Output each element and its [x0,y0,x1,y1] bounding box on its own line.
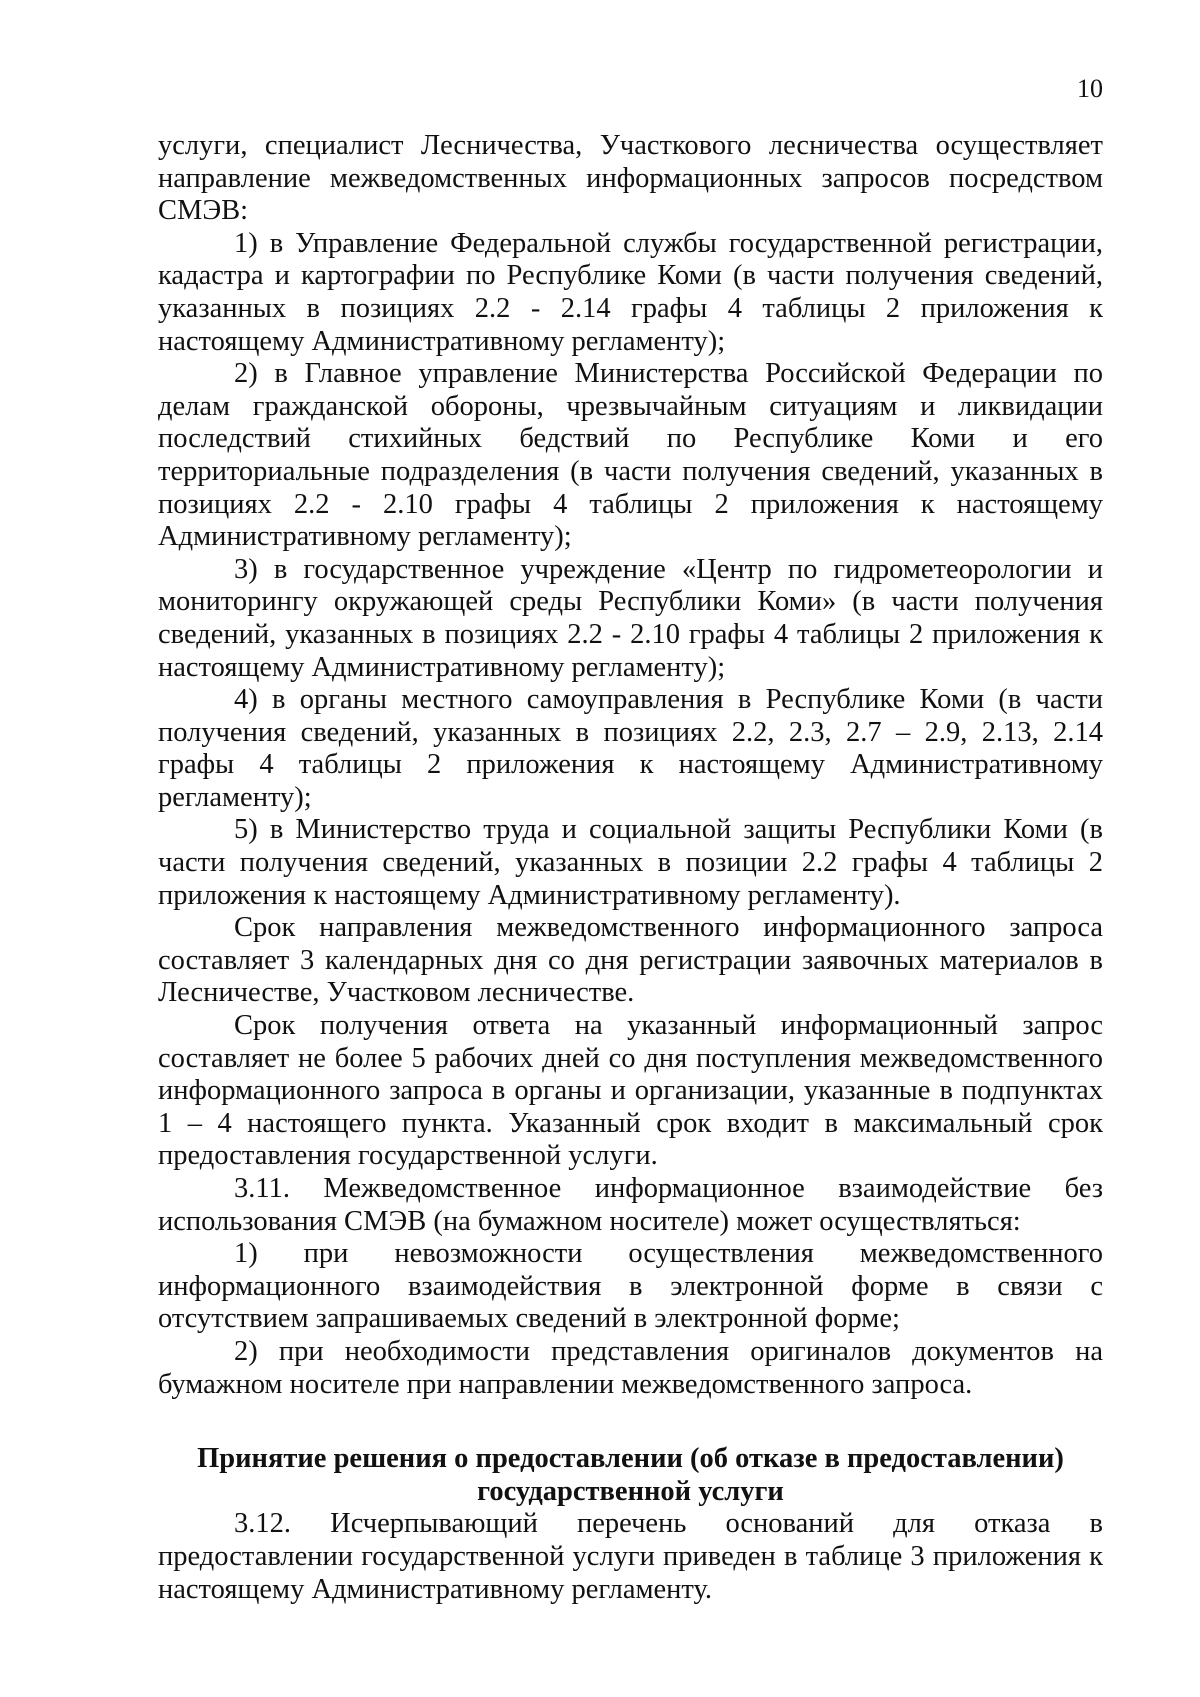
paragraph-item-4: 4) в органы местного самоуправления в Республике Коми (в части получения сведений, указанных в позициях 2.2, 2.3, 2.7 – 2.9, 2.13, 2.14 графы 4 таблицы 2 приложения к настоящему Административному регламенту); [158,684,1103,813]
section-heading-line-1: Принятие решения о предоставлении (об отказе в предоставлении) [197,1443,1064,1475]
page-number: 10 [1077,74,1103,103]
paragraph-request-deadline: Срок направления межведомственного информационного запроса составляет 3 календарных дня со дня регистрации заявочных материалов в Лесничестве, Участковом лесничестве. [158,912,1103,1009]
section-heading-line-2: государственной услуги [477,1475,784,1507]
paragraph-3-11-item-2: 2) при необходимости представления оригиналов документов на бумажном носителе при направлении межведомственного запроса. [158,1335,1103,1400]
paragraph-3-11-item-1: 1) при невозможности осуществления межведомственного информационного взаимодействия в электронной форме в связи с отсутствием запрашиваемых сведений в электронной форме; [158,1238,1103,1335]
section-spacer [158,1401,1103,1443]
paragraph-item-2: 2) в Главное управление Министерства Российской Федерации по делам гражданской обороны, чрезвычайным ситуациям и ликвидации последствий стихийных бедствий по Республике Коми и его территориальные подразделения (в части получения сведений, указанных в позициях 2.2 - 2.10 графы 4 таблицы 2 приложения к настоящему Административному регламенту); [158,358,1103,553]
paragraph-response-deadline: Срок получения ответа на указанный информационный запрос составляет не более 5 рабочих дней со дня поступления межведомственного информационного запроса в органы и организации, указанные в подпунктах 1 – 4 настоящего пункта. Указанный срок входит в максимальный срок предоставления государственной услуги. [158,1010,1103,1172]
section-heading [158,1443,1103,1508]
paragraph-item-1: 1) в Управление Федеральной службы государственной регистрации, кадастра и картографии по Республике Коми (в части получения сведений, указанных в позициях 2.2 - 2.14 графы 4 таблицы 2 приложения к настоящему Административному регламенту); [158,227,1103,357]
paragraph-3-11: 3.11. Межведомственное информационное взаимодействие без использования СМЭВ (на бумажном носителе) может осуществляться: [158,1173,1103,1237]
paragraph-continuation: услуги, специалист Лесничества, Участкового лесничества осуществляет направление межведомственных информационных запросов посредством СМЭВ: [158,130,1103,227]
paragraph-item-5: 5) в Министерство труда и социальной защиты Республики Коми (в части получения сведений, указанных в позиции 2.2 графы 4 таблицы 2 приложения к настоящему Административному регламенту). [158,814,1103,911]
paragraph-item-3: 3) в государственное учреждение «Центр по гидрометеорологии и мониторингу окружающей среды Республики Коми» (в части получения сведений, указанных в позициях 2.2 - 2.10 графы 4 таблицы 2 приложения к настоящему Административному регламенту); [158,553,1103,683]
document-body [158,130,1103,1606]
paragraph-3-12: 3.12. Исчерпывающий перечень оснований для отказа в предоставлении государственной услуги приведен в таблице 3 приложения к настоящему Административному регламенту. [158,1508,1103,1605]
